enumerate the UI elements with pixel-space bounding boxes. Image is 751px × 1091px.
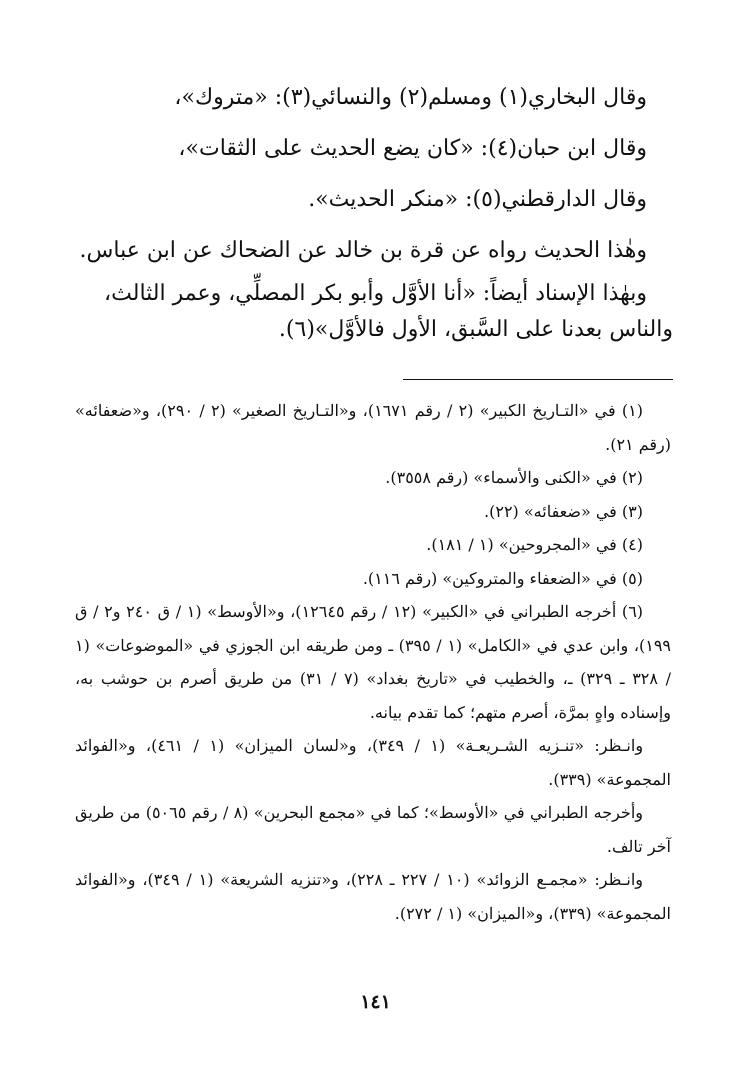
footnote: (٦) أخرجه الطبراني في «الكبير» (١٢ / رقم ١٢٦٤٥)، و«الأوسط» (١ / ق ٢٤٠ و٢ / ق ١٩٩)، وابن عدي في «الكامل» (١ / ٣٩٥) ـ ومن طريقه ابن الجوزي في «الموضوعات» (١ / ٣٢٨ ـ ٣٢٩) ـ، والخطيب في «تاريخ بغداد» (٧ / ٣١) من طريق أصرم بن حوشب به، وإسناده واهٍ بمرَّة، أصرم متهم؛ كما تقدم بيانه. [75,602,672,722]
footnote: (٤) في «المجروحين» (١ / ١٨١). [426,535,643,554]
footnote-divider [403,379,673,380]
main-text [73,72,673,348]
footnote: (١) في «التـاريخ الكبير» (٢ / رقم ١٦٧١)، و«التـاريخ الصغير» (٢ / ٢٩٠)، و«ضعفائه» (رقم ٢١). [75,401,671,454]
footnote: (٥) في «الضعفاء والمتروكين» (رقم ١١٦). [362,568,643,588]
main-text-line: وقال ابن حبان(٤): «كان يضع الحديث على الثقات»، [178,136,647,161]
footnote: (٣) في «ضعفائه» (٢٢). [484,501,643,521]
main-text-line: وقال البخاري(١) ومسلم(٢) والنسائي(٣): «متروك»، [174,85,647,110]
footnote: وانـظر: «تنـزيه الشـريعـة» (١ / ٣٤٩)، و«لسان الميزان» (١ / ٤٦١)، و«الفوائد المجموعة» (٣٣٩). [75,736,671,789]
main-text-line: وهٰذا الحديث رواه عن قرة بن خالد عن الضحاك عن ابن عباس. [79,238,647,263]
main-text-line: وقال الدارقطني(٥): «منكر الحديث». [308,187,647,212]
footnote: (٢) في «الكنى والأسماء» (رقم ٣٥٥٨). [385,468,643,487]
footnote: وأخرجه الطبراني في «الأوسط»؛ كما في «مجمع البحرين» (٨ / رقم ٥٠٦٥) من طريق آخر تالف. [75,803,671,856]
page-number: ١٤١ [360,991,391,1013]
main-text-line: والناس بعدنا على السَّبق، الأول فالأوَّل»(٦). [278,317,673,342]
footnotes [75,394,671,930]
footnote: وانـظر: «مجمـع الزوائد» (١٠ / ٢٢٧ ـ ٢٢٨)، و«تنزيه الشريعة» (١ / ٣٤٩)، و«الفوائد المجموعة» (٣٣٩)، و«الميزان» (١ / ٢٧٢). [75,870,671,923]
main-text-line: وبهٰذا الإسناد أيضاً: «أنا الأوَّل وأبو بكر المصلِّي، وعمر الثالث، [104,281,647,306]
